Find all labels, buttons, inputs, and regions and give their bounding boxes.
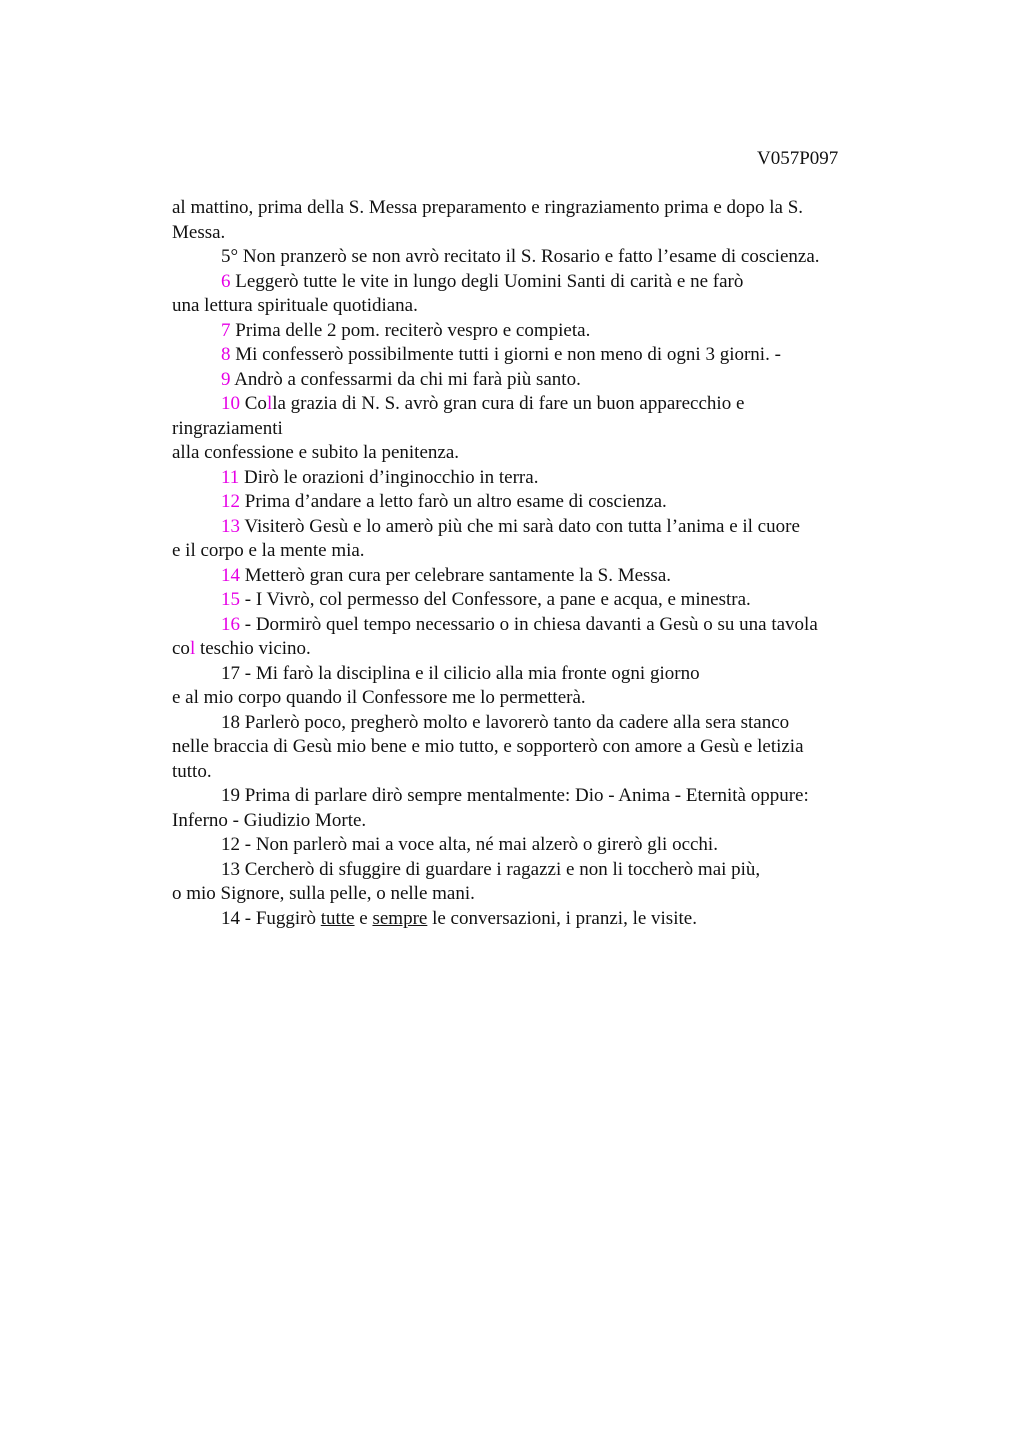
text-line: e il corpo e la mente mia. [172, 540, 365, 561]
text-line: e al mio corpo quando il Confessore me lo permetterà. [172, 687, 586, 708]
item-number: 9 [221, 368, 231, 390]
item-text: - Dormirò quel tempo necessario o in chiesa davanti a Gesù o su una tavola [240, 613, 818, 635]
item-text: Andrò a confessarmi da chi mi farà più santo. [230, 368, 581, 390]
item-text: co [172, 638, 190, 659]
underlined-word: sempre [372, 907, 428, 929]
item-number: 7 [221, 319, 231, 341]
resolution-18: 18 Parlerò poco, pregherò molto e lavorerò tanto da cadere alla sera stanco [221, 711, 790, 733]
page-identifier: V057P097 [757, 148, 839, 169]
highlighted-letter: l [189, 638, 196, 659]
resolution-13b: 13 Cercherò di sfuggire di guardare i ragazzi e non li toccherò mai più, [221, 858, 761, 880]
item-text: Visiterò Gesù e lo amerò più che mi sarà dato con tutta l’anima e il cuore [240, 515, 800, 537]
underlined-word: tutte [320, 907, 355, 929]
item-number: 11 [221, 466, 240, 488]
highlighted-letter: l [266, 393, 273, 414]
text-line: Messa. [172, 221, 226, 243]
resolution-11 [172, 466, 877, 491]
text-line: al mattino, prima della S. Messa preparamento e ringraziamento prima e dopo la S. [172, 197, 804, 218]
item-text: le conversazioni, i pranzi, le visite. [427, 907, 697, 929]
resolution-9 [172, 368, 877, 393]
item-number: 8 [221, 344, 231, 365]
resolution-19: 19 Prima di parlare dirò sempre mentalmente: Dio - Anima - Eternità oppure: [221, 785, 809, 806]
item-number: 13 [221, 515, 240, 537]
item-number: 16 [221, 613, 240, 635]
text-line: alla confessione e subito la penitenza. [172, 442, 460, 463]
item-text: Prima d’andare a letto farò un altro esame di coscienza. [240, 491, 667, 512]
item-text: Metterò gran cura per celebrare santamente la S. Messa. [240, 564, 671, 586]
item-number: 14 [221, 564, 240, 586]
item-text: 14 - Fuggirò [221, 907, 321, 929]
resolution-17: 17 - Mi farò la disciplina e il cilicio alla mia fronte ogni giorno [221, 662, 700, 684]
resolution-14b [172, 907, 877, 932]
text-line: tutto. [172, 760, 212, 782]
resolution-13 [172, 515, 877, 540]
item-text: e [354, 907, 373, 929]
item-text: - I Vivrò, col permesso del Confessore, a pane e acqua, e minestra. [240, 589, 751, 610]
text-line: nelle braccia di Gesù mio bene e mio tutto, e sopporterò con amore a Gesù e letizia [172, 736, 804, 757]
resolution-5: 5° Non pranzerò se non avrò recitato il S. Rosario e fatto l’esame di coscienza. [221, 246, 820, 267]
item-text: Leggerò tutte le vite in lungo degli Uomini Santi di carità e ne farò [230, 270, 744, 292]
item-text: Dirò le orazioni d’inginocchio in terra. [239, 466, 539, 488]
item-number: 15 [221, 589, 240, 610]
text-line [172, 637, 877, 662]
item-text: Mi confesserò possibilmente tutti i giorni e non meno di ogni 3 giorni. - [230, 344, 781, 365]
item-text: la grazia di N. S. avrò gran cura di fare un buon apparecchio e [272, 393, 745, 414]
resolution-8 [172, 343, 877, 368]
item-text: teschio vicino. [195, 638, 311, 659]
item-text: Prima delle 2 pom. reciterò vespro e compieta. [230, 319, 591, 341]
resolution-12b: 12 - Non parlerò mai a voce alta, né mai alzerò o girerò gli occhi. [221, 834, 718, 855]
text-line: una lettura spirituale quotidiana. [172, 295, 418, 316]
text-line: o mio Signore, sulla pelle, o nelle mani. [172, 883, 475, 904]
document-body [172, 196, 877, 931]
item-text: Co [240, 393, 267, 414]
resolution-6 [172, 270, 877, 295]
item-number: 6 [221, 270, 231, 292]
resolution-10 [172, 392, 877, 417]
resolution-12 [172, 490, 877, 515]
resolution-15 [172, 588, 877, 613]
text-line: Inferno - Giudizio Morte. [172, 809, 367, 831]
resolution-7 [172, 319, 877, 344]
text-line: ringraziamenti [172, 417, 283, 439]
item-number: 12 [221, 491, 240, 512]
resolution-14 [172, 564, 877, 589]
item-number: 10 [221, 393, 240, 414]
resolution-16 [172, 613, 877, 638]
